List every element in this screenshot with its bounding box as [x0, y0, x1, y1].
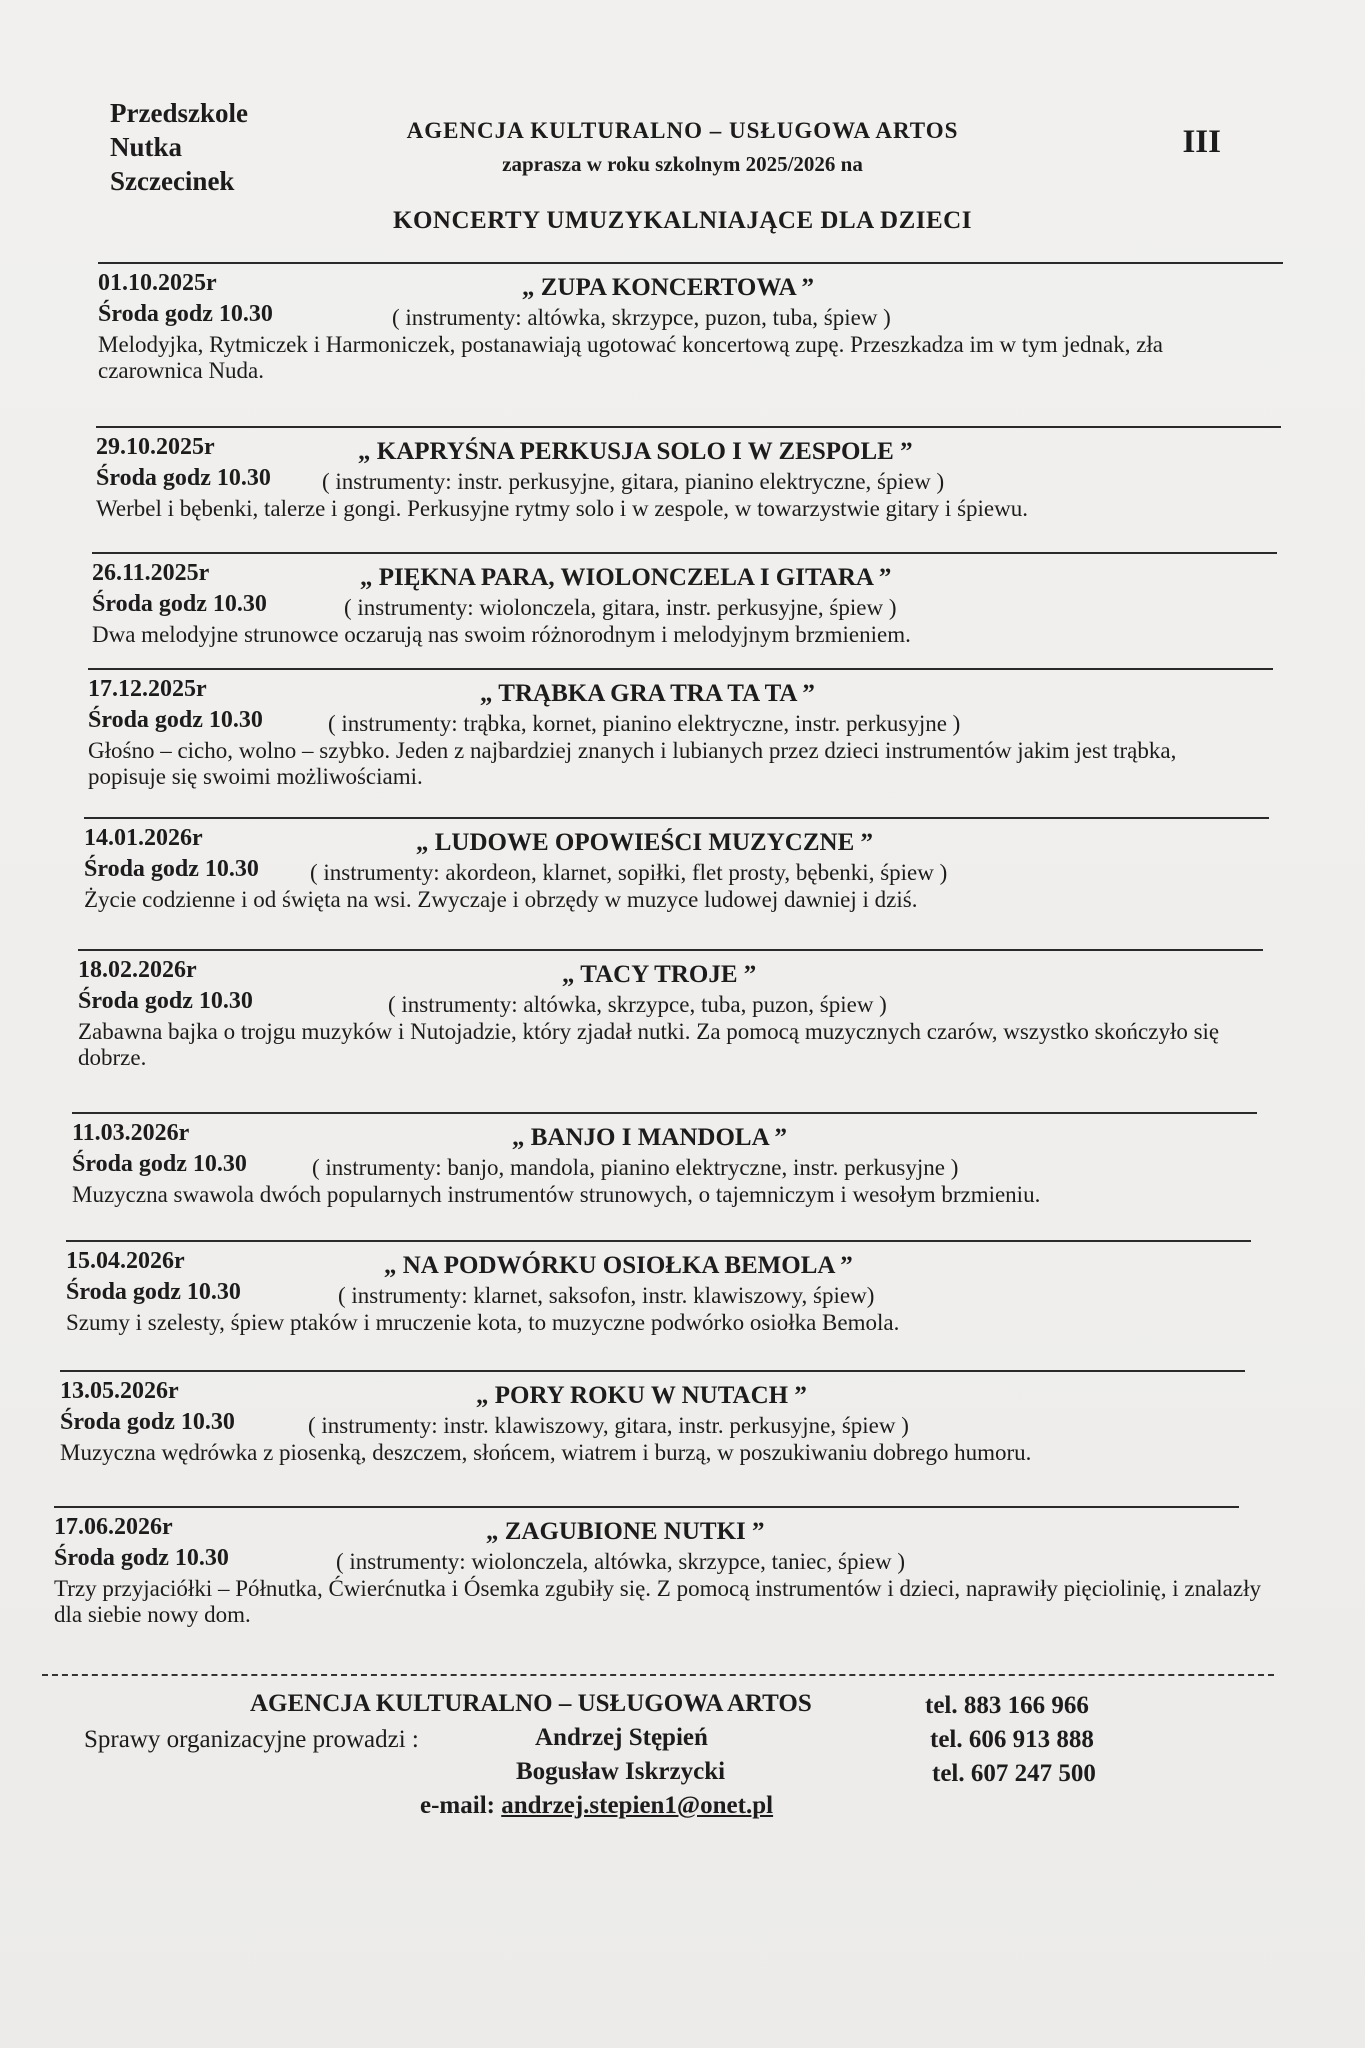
event-item [96, 426, 1281, 522]
email-line [420, 1792, 773, 1820]
event-description: Zabawna bajka o trojgu muzyków i Nutojadzie, który zjadał nutki. Za pomocą muzycznych czarów, wszystko skończyło się dobrze. [78, 1019, 1220, 1070]
event-title: „ ZAGUBIONE NUTKI ” [486, 1518, 765, 1545]
divider [66, 1240, 1251, 1242]
event-time: Środa godz 10.30 [66, 1279, 241, 1305]
divider [98, 262, 1283, 264]
event-date: 14.01.2026r [84, 825, 203, 851]
event-time: Środa godz 10.30 [92, 591, 267, 617]
divider [84, 817, 1269, 819]
event-title: „ LUDOWE OPOWIEŚCI MUZYCZNE ” [416, 829, 873, 856]
event-time: Środa godz 10.30 [72, 1151, 247, 1177]
event-time: Środa godz 10.30 [60, 1409, 235, 1435]
event-title: „ ZUPA KONCERTOWA ” [522, 274, 814, 301]
event-description: Dwa melodyjne strunowce oczarują nas swoim różnorodnym i melodyjnym brzmieniem. [92, 622, 911, 647]
event-description: Melodyjka, Rytmiczek i Harmoniczek, postanawiają ugotować koncertową zupę. Przeszkadza im w tym jednak, zła czarownica Nuda. [98, 332, 1164, 383]
event-item [88, 668, 1273, 790]
footer-divider [42, 1674, 1274, 1676]
event-instruments: ( instrumenty: klarnet, saksofon, instr. klawiszowy, śpiew) [338, 1283, 875, 1308]
event-date: 17.12.2025r [88, 676, 207, 702]
email-label: e-mail: [420, 1792, 495, 1819]
event-description: Szumy i szelesty, śpiew ptaków i mruczenie kota, to muzyczne podwórko osiołka Bemola. [66, 1310, 900, 1335]
event-instruments: ( instrumenty: altówka, skrzypce, puzon, tuba, śpiew ) [392, 305, 891, 330]
event-description: Głośno – cicho, wolno – szybko. Jeden z najbardziej znanych i lubianych przez dzieci instrumentów jakim jest trąbka, popisuje się swoimi możliwościami. [88, 738, 1177, 789]
event-instruments: ( instrumenty: trąbka, kornet, pianino elektryczne, instr. perkusyjne ) [328, 711, 961, 736]
phone-number: tel. 606 913 888 [930, 1726, 1094, 1753]
event-item [54, 1506, 1261, 1628]
event-description: Życie codzienne i od święta na wsi. Zwyczaje i obrzędy w muzyce ludowej dawniej i dziś. [84, 887, 918, 912]
page-number: III [1182, 124, 1221, 160]
event-time: Środa godz 10.30 [54, 1545, 229, 1571]
header [0, 118, 1365, 235]
event-title: „ KAPRYŚNA PERKUSJA SOLO I W ZESPOLE ” [358, 438, 913, 465]
event-instruments: ( instrumenty: wiolonczela, gitara, instr. perkusyjne, śpiew ) [344, 595, 897, 620]
event-date: 18.02.2026r [78, 957, 197, 983]
event-time: Środa godz 10.30 [84, 856, 259, 882]
event-date: 15.04.2026r [66, 1248, 185, 1274]
divider [60, 1370, 1245, 1372]
event-item [98, 262, 1283, 384]
event-description: Werbel i bębenki, talerze i gongi. Perkusyjne rytmy solo i w zespole, w towarzystwie gitary i śpiewu. [96, 496, 1028, 521]
agency-name: AGENCJA KULTURALNO – USŁUGOWA ARTOS [406, 118, 959, 143]
event-instruments: ( instrumenty: altówka, skrzypce, tuba, puzon, śpiew ) [388, 992, 887, 1017]
contact-label: Sprawy organizacyjne prowadzi : [84, 1726, 419, 1753]
event-item [78, 949, 1263, 1071]
event-time: Środa godz 10.30 [78, 988, 253, 1014]
divider [72, 1112, 1257, 1114]
event-item [66, 1240, 1251, 1336]
preschool-line: Szczecinek [110, 166, 235, 196]
page-title: KONCERTY UMUZYKALNIAJĄCE DLA DZIECI [393, 207, 972, 234]
event-date: 01.10.2025r [98, 270, 217, 296]
contact-person: Andrzej Stępień [535, 1724, 708, 1751]
event-time: Środa godz 10.30 [98, 301, 273, 327]
divider [92, 552, 1277, 554]
event-item [92, 552, 1277, 648]
event-item [72, 1112, 1257, 1208]
event-title: „ TRĄBKA GRA TRA TA TA ” [480, 680, 815, 707]
event-description: Muzyczna wędrówka z piosenką, deszczem, słońcem, wiatrem i burzą, w poszukiwaniu dobrego humoru. [60, 1440, 1032, 1465]
event-date: 29.10.2025r [96, 434, 215, 460]
event-instruments: ( instrumenty: akordeon, klarnet, sopiłki, flet prosty, bębenki, śpiew ) [310, 860, 948, 885]
event-description: Trzy przyjaciółki – Półnutka, Ćwierćnutka i Ósemka zgubiły się. Z pomocą instrumentów i dzieci, naprawiły pięciolinię, i znalazły dla siebie nowy dom. [54, 1576, 1261, 1627]
contact-person: Bogusław Iskrzycki [516, 1758, 726, 1785]
event-date: 11.03.2026r [72, 1120, 190, 1146]
invite-line: zaprasza w roku szkolnym 2025/2026 na [502, 152, 863, 176]
event-title: „ BANJO I MANDOLA ” [512, 1124, 788, 1151]
event-date: 26.11.2025r [92, 560, 210, 586]
footer-agency: AGENCJA KULTURALNO – USŁUGOWA ARTOS [250, 1690, 812, 1717]
event-description: Muzyczna swawola dwóch popularnych instrumentów strunowych, o tajemniczym i wesołym brzmieniu. [72, 1182, 1041, 1207]
event-item [60, 1370, 1245, 1466]
event-date: 17.06.2026r [54, 1514, 173, 1540]
phone-number: tel. 607 247 500 [932, 1760, 1096, 1787]
preschool-line: Nutka [110, 132, 183, 162]
divider [54, 1506, 1239, 1508]
event-title: „ PIĘKNA PARA, WIOLONCZELA I GITARA ” [360, 564, 892, 591]
event-title: „ NA PODWÓRKU OSIOŁKA BEMOLA ” [384, 1252, 853, 1279]
divider [78, 949, 1263, 951]
email-link[interactable]: andrzej.stepien1@onet.pl [501, 1792, 774, 1819]
event-item [84, 817, 1269, 913]
divider [88, 668, 1273, 670]
preschool-line: Przedszkole [110, 98, 248, 128]
event-title: „ TACY TROJE ” [562, 961, 757, 988]
event-title: „ PORY ROKU W NUTACH ” [476, 1382, 807, 1409]
event-time: Środa godz 10.30 [96, 465, 271, 491]
event-instruments: ( instrumenty: banjo, mandola, pianino elektryczne, instr. perkusyjne ) [312, 1155, 959, 1180]
event-date: 13.05.2026r [60, 1378, 179, 1404]
event-time: Środa godz 10.30 [88, 707, 263, 733]
divider [96, 426, 1281, 428]
event-instruments: ( instrumenty: wiolonczela, altówka, skrzypce, taniec, śpiew ) [336, 1549, 906, 1574]
phone-number: tel. 883 166 966 [925, 1692, 1089, 1719]
event-instruments: ( instrumenty: instr. klawiszowy, gitara, instr. perkusyjne, śpiew ) [308, 1413, 909, 1438]
event-instruments: ( instrumenty: instr. perkusyjne, gitara, pianino elektryczne, śpiew ) [322, 469, 945, 494]
